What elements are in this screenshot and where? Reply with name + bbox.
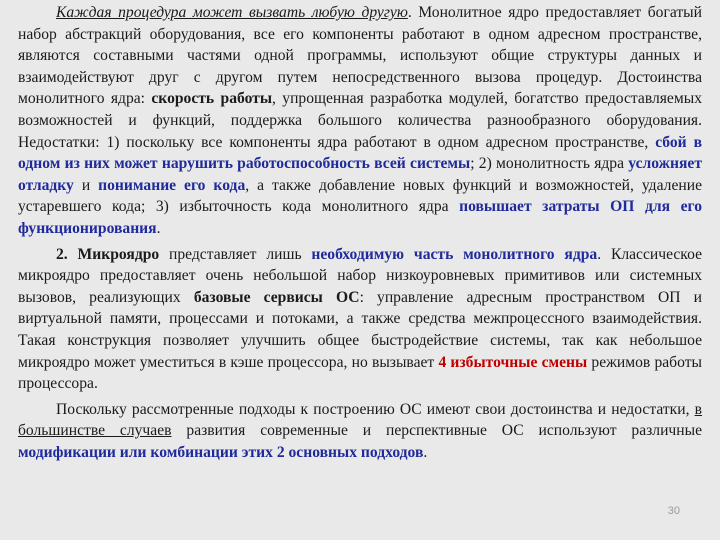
- emphasized-text: усложняет отладку: [18, 155, 702, 194]
- text-run: : управление адресным пространством ОП и виртуальной памяти, процессами и потоками, а также средства межпроцессного взаимодействия. Такая конструкция позволяет улучшить общее быстродействие системы, так как небольшое микроядро может уместиться в кэше процессора, но вызывает: [18, 288, 702, 371]
- paragraph-monolithic-kernel: [18, 2, 702, 240]
- text-run: Поскольку рассмотренные подходы к построению ОС имеют свои достоинства и недостатки,: [56, 400, 695, 418]
- text-run: и: [73, 176, 99, 194]
- page-number: 30: [667, 505, 680, 517]
- paragraph-conclusion: [18, 399, 702, 464]
- text-run: .: [423, 443, 428, 461]
- text-run: . Классическое микроядро предоставляет очень небольшой набор низкоуровневых примитивов или системных вызовов, реализующих: [18, 245, 703, 306]
- text-run: развития современные и перспективные ОС используют различные: [171, 422, 703, 440]
- emphasized-text: 4 избыточные смены: [438, 353, 588, 371]
- emphasized-text: повышает затраты ОП для его функционирования: [18, 198, 702, 237]
- paragraph-microkernel: [18, 244, 702, 395]
- text-run: представляет лишь: [159, 245, 312, 263]
- emphasized-text: Каждая процедура может вызвать любую другую: [56, 4, 408, 21]
- text-run: .: [156, 219, 161, 237]
- emphasized-text: понимание его кода: [98, 176, 246, 194]
- emphasized-text: сбой в одном из них может нарушить работоспособность всей системы: [18, 133, 702, 173]
- emphasized-text: базовые сервисы ОС: [193, 288, 360, 306]
- emphasized-text: в большинстве случаев: [18, 400, 702, 440]
- emphasized-text: модификации или комбинации этих 2 основных подходов: [18, 443, 424, 461]
- text-run: , упрощенная разработка модулей, богатство предоставляемых возможностей и функций, поддержка большого количества разнообразного оборудования. Недостатки: 1) поскольку все компоненты ядра работают в одном адресном пространстве,: [18, 90, 702, 151]
- emphasized-text: 2. Микроядро: [56, 245, 160, 263]
- text-run: режимов работы процессора.: [18, 353, 702, 393]
- emphasized-text: необходимую часть монолитного ядра: [311, 245, 598, 263]
- text-run: ; 2) монолитность ядра: [470, 155, 629, 173]
- text-run: , а также добавление новых функций и возможностей, удаление устаревшего кода; 3) избыточность кода монолитного ядра: [18, 176, 702, 216]
- emphasized-text: скорость работы: [151, 90, 273, 108]
- slide-text-body: [18, 2, 702, 463]
- text-run: . Монолитное ядро предоставляет богатый набор абстракций оборудования, все его компоненты работают в одном адресном пространстве, являются составными частями одной программы, используют общие структуры данных и взаимодействуют друг с другом путем непосредственного вызова процедур. Достоинства монолитного ядра:: [18, 4, 702, 108]
